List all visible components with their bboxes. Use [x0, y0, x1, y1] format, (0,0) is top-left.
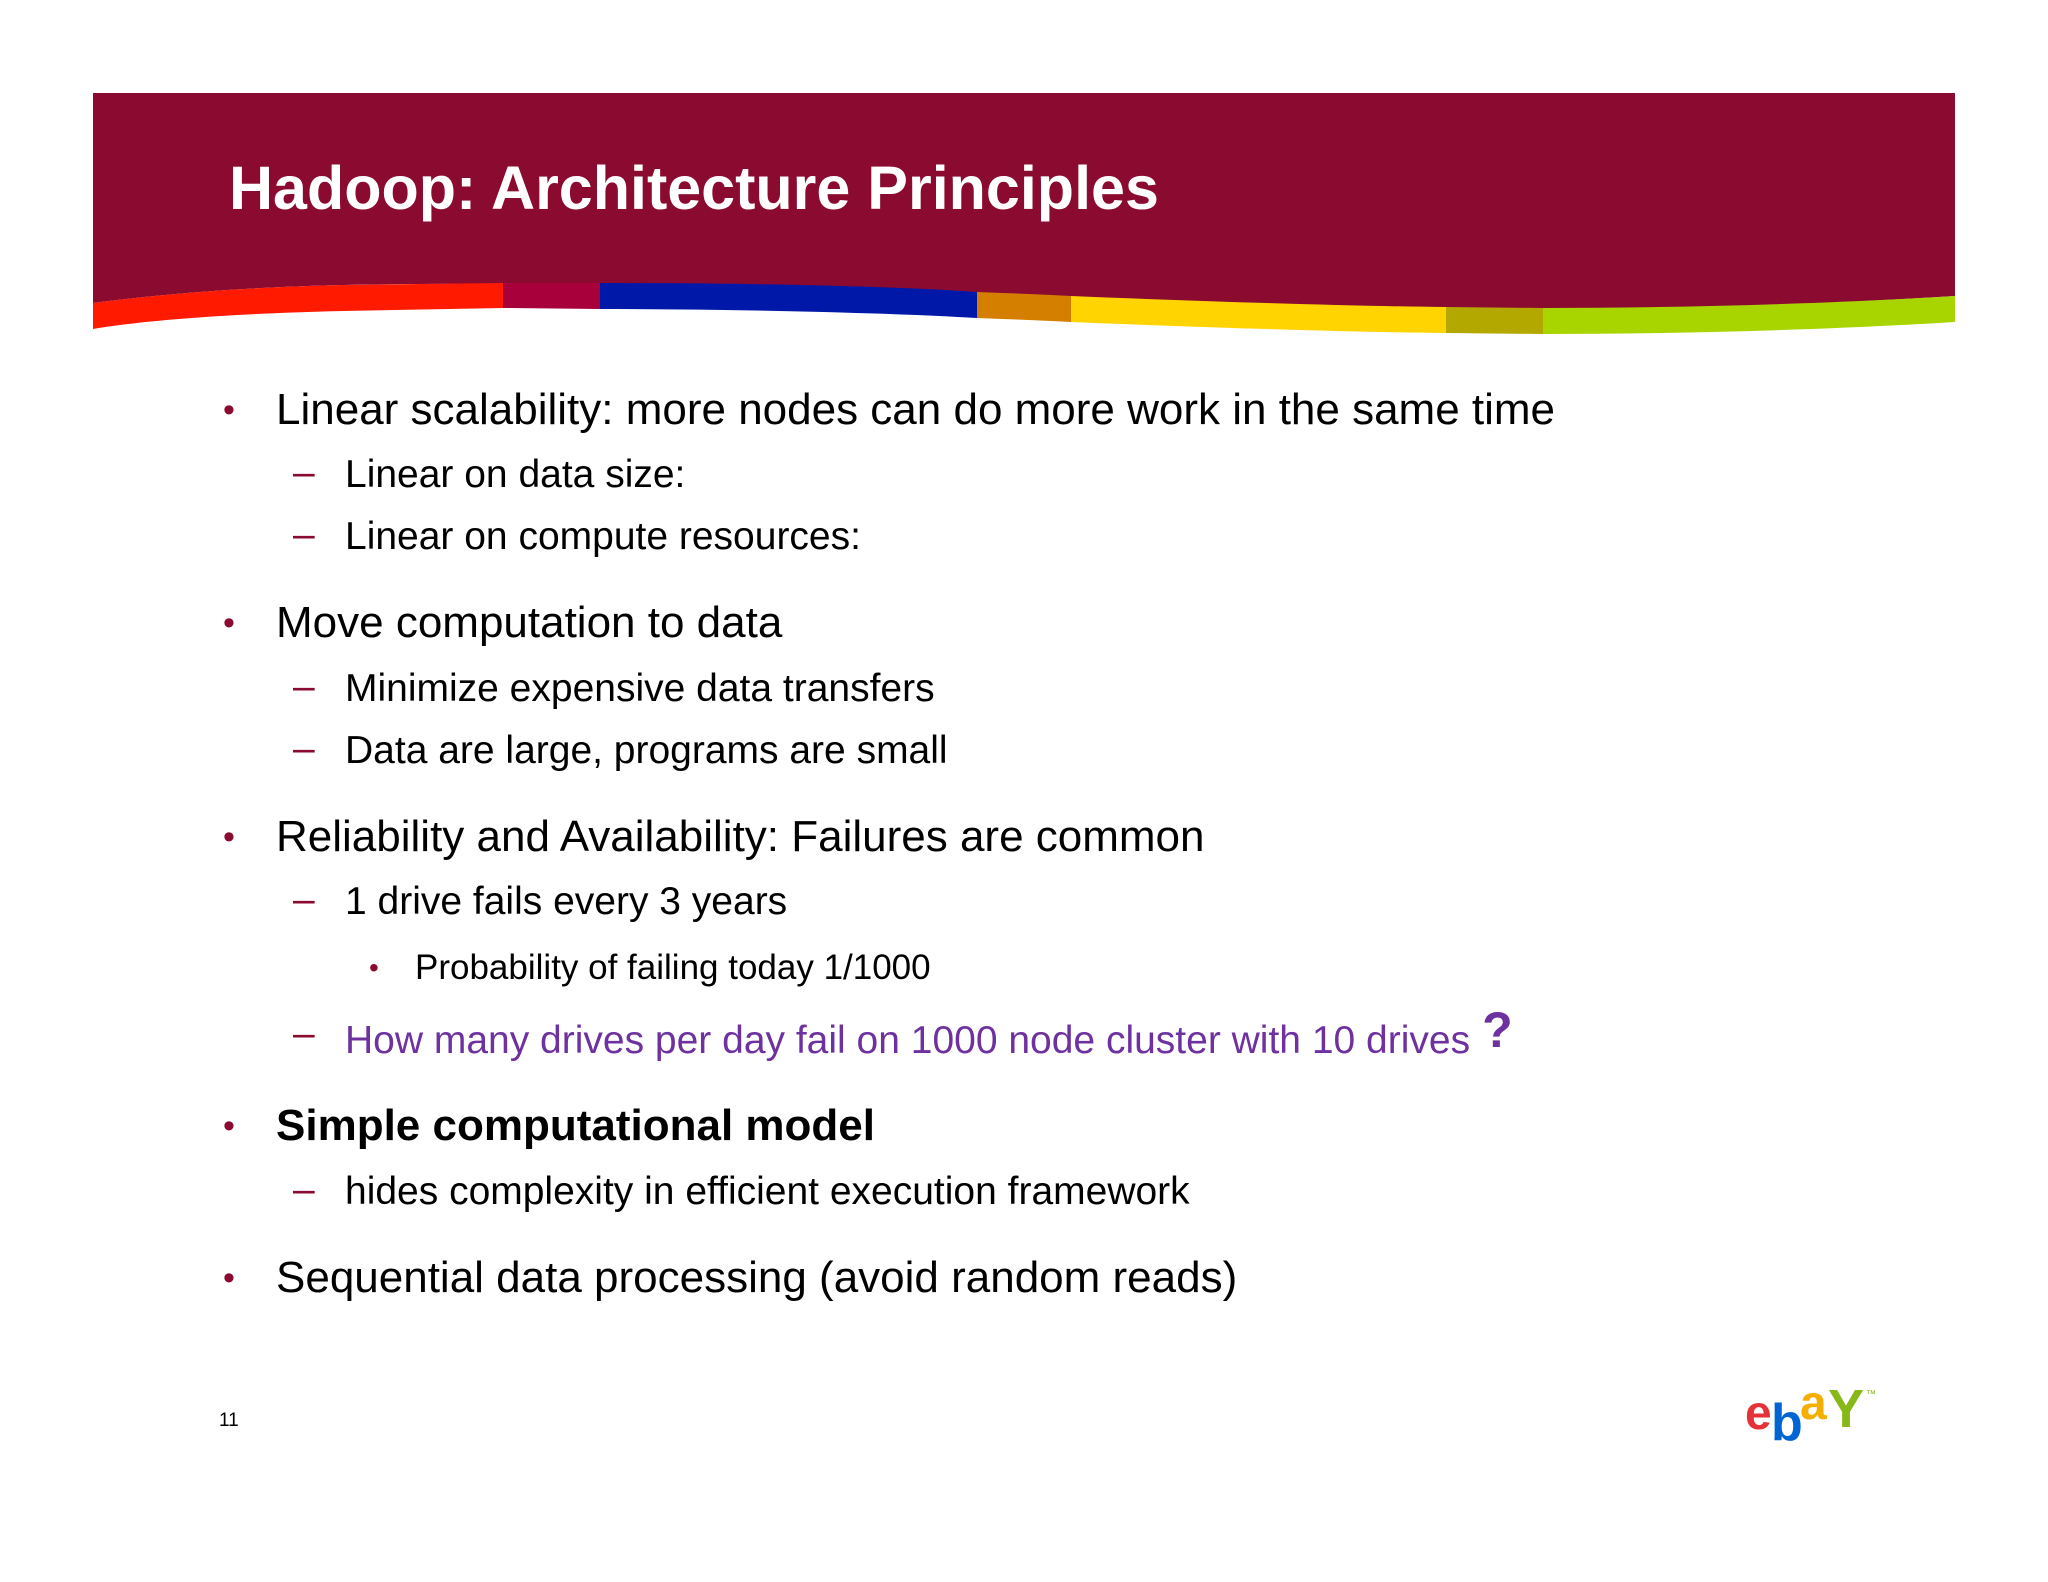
- list-item: [293, 513, 861, 560]
- question-mark: ?: [1482, 1002, 1513, 1058]
- sub-bullet-text: Linear on compute resources:: [345, 515, 861, 558]
- ebay-logo-icon: [1745, 1385, 1885, 1445]
- dash-marker: –: [293, 878, 315, 921]
- sub-bullet-text: Linear on data size:: [345, 453, 686, 496]
- list-item: [223, 1253, 1238, 1303]
- question-text: How many drives per day fail on 1000 node cluster with 10 drives: [345, 1019, 1471, 1062]
- dash-marker: –: [293, 727, 315, 770]
- list-item: [293, 1002, 1513, 1064]
- svg-text:Y: Y: [1828, 1385, 1865, 1439]
- list-item: [223, 1101, 875, 1151]
- bullet-marker: •: [223, 604, 235, 642]
- dash-marker: –: [293, 451, 315, 494]
- svg-text:™: ™: [1866, 1389, 1876, 1400]
- ebay-logo: [1745, 1385, 1885, 1445]
- list-item: [293, 727, 948, 774]
- svg-text:a: a: [1800, 1385, 1827, 1430]
- bullet-marker: •: [223, 818, 235, 856]
- sub-sub-bullet-text: Probability of failing today 1/1000: [415, 948, 931, 987]
- bullet-text: Move computation to data: [276, 598, 783, 647]
- bullet-text: Reliability and Availability: Failures are common: [276, 812, 1205, 861]
- slide-title: Hadoop: Architecture Principles: [229, 154, 1159, 222]
- bullet-text: Sequential data processing (avoid random reads): [276, 1253, 1238, 1302]
- sub-bullet-text: hides complexity in efficient execution framework: [345, 1170, 1190, 1213]
- bullet-marker: •: [223, 1107, 235, 1145]
- dash-marker: –: [293, 1012, 315, 1055]
- list-item: [369, 948, 931, 988]
- sub-bullet-text: Data are large, programs are small: [345, 729, 948, 772]
- svg-text:e: e: [1745, 1387, 1772, 1440]
- list-item: [223, 385, 1556, 435]
- bullet-marker: •: [369, 952, 379, 983]
- list-item: [223, 598, 783, 648]
- dash-marker: –: [293, 665, 315, 708]
- page-number: 11: [219, 1410, 239, 1431]
- bullet-marker: •: [223, 1259, 235, 1297]
- bullet-marker: •: [223, 391, 235, 429]
- list-item: [223, 812, 1205, 862]
- list-item: [293, 665, 935, 712]
- list-item: [293, 878, 788, 925]
- list-item: [293, 451, 686, 498]
- svg-text:b: b: [1771, 1394, 1803, 1445]
- bullet-text: Simple computational model: [276, 1101, 875, 1150]
- dash-marker: –: [293, 513, 315, 556]
- sub-bullet-text: Minimize expensive data transfers: [345, 667, 935, 710]
- sub-bullet-text: 1 drive fails every 3 years: [345, 880, 788, 923]
- list-item: [293, 1168, 1190, 1215]
- dash-marker: –: [293, 1168, 315, 1211]
- bullet-text: Linear scalability: more nodes can do more work in the same time: [276, 385, 1556, 434]
